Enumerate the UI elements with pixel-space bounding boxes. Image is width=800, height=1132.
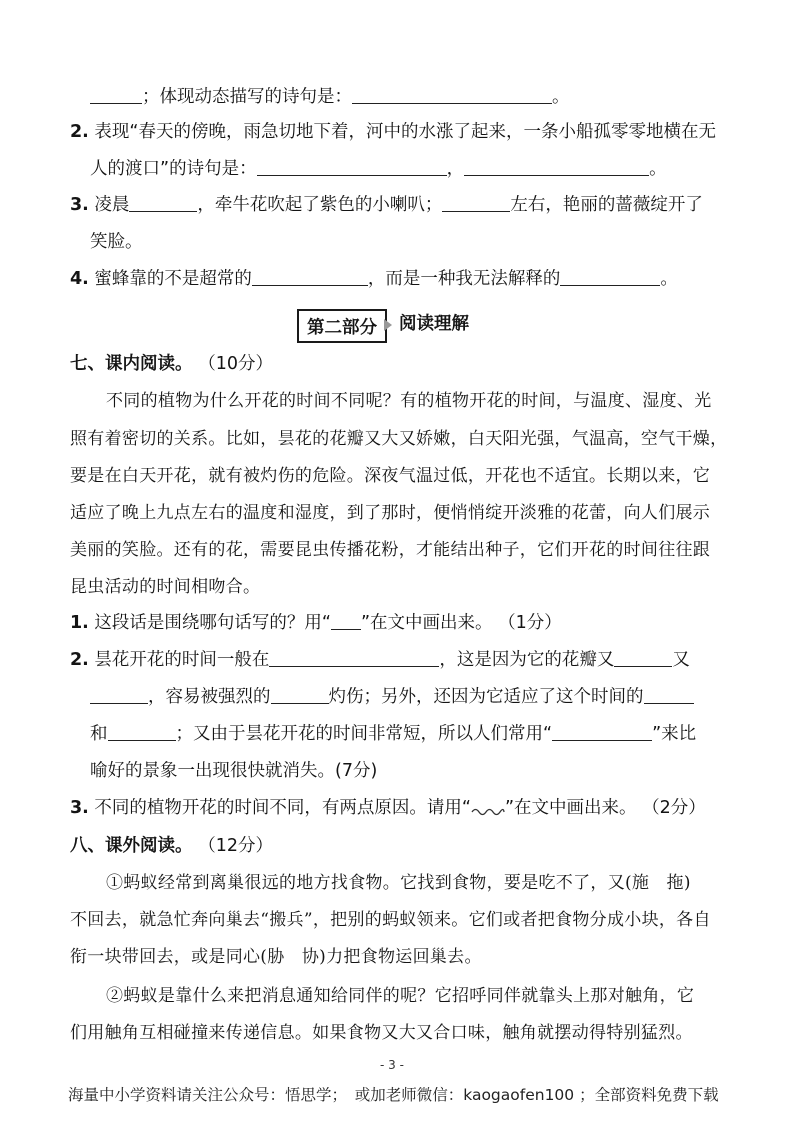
question-text: 不同的植物开花的时间不同，有两点原因。请用“ (94, 798, 471, 818)
question-number: 2. (70, 122, 89, 142)
question-text: 和 (90, 724, 108, 744)
answer-blank[interactable] (464, 157, 649, 176)
answer-blank[interactable] (90, 85, 142, 104)
question-3-line-2 (90, 230, 143, 254)
question-text: ”在文中画出来。 (360, 613, 493, 633)
answer-blank[interactable] (108, 722, 176, 741)
question-score: （2分） (642, 798, 706, 818)
question-text: ；又由于昙花开花的时间非常短，所以人们常用“ (175, 724, 553, 744)
passage-line: 衔一块带回去，或是同心(胁 协)力把食物运回巢去。 (70, 947, 482, 967)
s7-question-3 (70, 796, 706, 820)
footer-note: 海量中小学资料请关注公众号：悟思学； 或加老师微信：kaogaofen100 ；全部资料免费下载 (68, 1086, 719, 1104)
section-heading: 八、课外阅读。 (70, 836, 193, 856)
question-top-line (90, 85, 570, 109)
part-title: 阅读理解 (399, 314, 469, 334)
passage-line: 照有着密切的关系。比如，昙花的花瓣又大又娇嫩，白天阳光强，气温高，空气干燥， (70, 429, 728, 449)
question-text: ”在文中画出来。 (504, 798, 637, 818)
question-text: 左右，艳丽的蔷薇绽开了 (510, 195, 703, 215)
section-8-heading-line (70, 834, 273, 858)
part-label: 第二部分 (307, 317, 377, 338)
question-number: 3. (70, 798, 89, 818)
question-text: 蜜蜂靠的不是超常的 (94, 269, 252, 289)
part-label-box (297, 309, 387, 343)
passage-line: 昆虫活动的时间相吻合。 (70, 577, 261, 597)
s7-question-2-line-2 (90, 685, 694, 709)
arrow-icon (384, 319, 392, 331)
question-2-line-2 (90, 157, 667, 181)
passage-line: 适应了晚上九点左右的温度和湿度，到了那时，便悄悄绽开淡雅的花蕾，向人们展示 (70, 503, 711, 523)
answer-blank[interactable] (614, 648, 672, 667)
question-text: 。 (552, 87, 570, 107)
question-3-line-1 (70, 193, 703, 217)
passage-line: 要是在白天开花，就有被灼伤的危险。深夜气温过低，开花也不适宜。长期以来，它 (70, 466, 711, 486)
answer-blank[interactable] (560, 267, 660, 286)
question-text: ，而是一种我无法解释的 (367, 269, 561, 289)
passage-line: 们用触角互相碰撞来传递信息。如果食物又大又合口味，触角就摆动得特别猛烈。 (70, 1023, 693, 1043)
answer-blank[interactable] (257, 157, 447, 176)
wavy-underline-icon (471, 803, 505, 817)
passage-line: 不同的植物为什么开花的时间不同呢？有的植物开花的时间，与温度、湿度、光 (106, 391, 712, 411)
question-score: （1分） (498, 613, 562, 633)
section-heading: 七、课内阅读。 (70, 354, 193, 374)
section-7-heading-line (70, 352, 273, 376)
question-text: ， (446, 159, 465, 179)
question-text: 喻好的景象一出现很快就消失。(7分) (90, 761, 378, 781)
question-number: 4. (70, 269, 89, 289)
question-text: 昙花开花的时间一般在 (94, 650, 270, 670)
question-text: 又 (672, 650, 690, 670)
answer-blank[interactable] (442, 193, 510, 212)
passage-line: ①蚂蚁经常到离巢很远的地方找食物。它找到食物，要是吃不了，又(施 拖) (106, 873, 691, 893)
section-score: （12分） (198, 836, 274, 856)
page-number: - 3 - (380, 1058, 404, 1072)
answer-blank[interactable] (644, 685, 694, 704)
answer-blank[interactable] (90, 685, 148, 704)
answer-blank[interactable] (352, 85, 552, 104)
question-text: ”来比 (652, 724, 697, 744)
s7-question-2-line-3 (90, 722, 696, 746)
question-text: ；体现动态描写的诗句是： (142, 87, 352, 107)
s7-question-2-line-4 (90, 759, 377, 783)
s7-question-1 (70, 611, 562, 635)
section-score: （10分） (198, 354, 274, 374)
question-text: ，这是因为它的花瓣又 (439, 650, 615, 670)
question-text: 笑脸。 (90, 232, 143, 252)
answer-blank[interactable] (129, 193, 197, 212)
question-text: 。 (649, 159, 667, 179)
question-text: ，牵牛花吹起了紫色的小喇叭； (197, 195, 443, 215)
passage-line: ②蚂蚁是靠什么来把消息通知给同伴的呢？它招呼同伴就靠头上那对触角，它 (106, 986, 695, 1006)
question-text: ，容易被强烈的 (148, 687, 271, 707)
question-4-line (70, 267, 678, 291)
answer-blank[interactable] (252, 267, 368, 286)
underline-sample (331, 611, 361, 630)
passage-line: 不回去，就急忙奔向巢去“搬兵”，把别的蚂蚁领来。它们或者把食物分成小块，各自 (70, 910, 711, 930)
question-text: 人的渡口”的诗句是： (90, 159, 257, 179)
question-number: 3. (70, 195, 89, 215)
question-text: 表现“春天的傍晚，雨急切地下着，河中的水涨了起来，一条小船孤零零地横在无 (94, 122, 716, 142)
question-2-line-1 (70, 120, 716, 144)
answer-blank[interactable] (271, 685, 329, 704)
answer-blank[interactable] (269, 648, 439, 667)
question-text: 凌晨 (94, 195, 130, 215)
question-text: 。 (660, 269, 678, 289)
question-text: 这段话是围绕哪句话写的？用“ (94, 613, 331, 633)
answer-blank[interactable] (552, 722, 652, 741)
passage-line: 美丽的笑脸。还有的花，需要昆虫传播花粉，才能结出种子，它们开花的时间往往跟 (70, 540, 711, 560)
s7-question-2-line-1 (70, 648, 690, 672)
question-text: 灼伤；另外，还因为它适应了这个时间的 (328, 687, 644, 707)
question-number: 2. (70, 650, 89, 670)
question-number: 1. (70, 613, 89, 633)
